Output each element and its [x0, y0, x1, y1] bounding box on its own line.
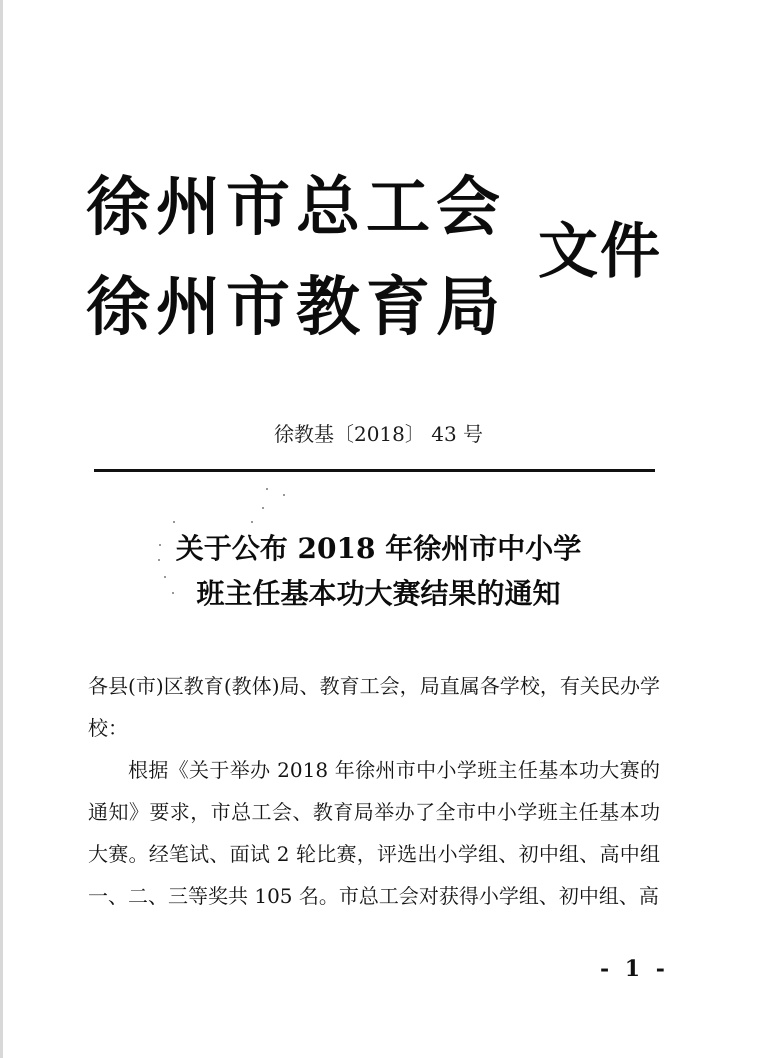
notice-title-line-1: 关于公布 2018 年徐州市中小学	[175, 532, 582, 565]
header-divider-line	[94, 469, 655, 472]
page-number: - 1 -	[600, 956, 669, 982]
scan-edge-shadow	[0, 0, 3, 1058]
issuer-name-education-bureau: 徐州市教育局	[86, 271, 506, 345]
document-type-label: 文件	[538, 217, 662, 287]
document-number: 徐教基〔2018〕 43 号	[273, 422, 484, 446]
notice-body	[88, 665, 660, 917]
main-paragraph: 根据《关于举办 2018 年徐州市中小学班主任基本功大赛的通知》要求，市总工会、教育局举办了全市中小学班主任基本功大赛。经笔试、面试 2 轮比赛，评选出小学组、初中组、高中组一、二、三等奖共 105 名。市总工会对获得小学组、初中组、高	[88, 758, 660, 908]
salutation-paragraph: 各县(市)区教育(教体)局、教育工会，局直属各学校，有关民办学校：	[88, 674, 660, 740]
issuer-name-trade-union: 徐州市总工会	[86, 171, 506, 245]
notice-title-line-2: 班主任基本功大赛结果的通知	[196, 577, 561, 610]
